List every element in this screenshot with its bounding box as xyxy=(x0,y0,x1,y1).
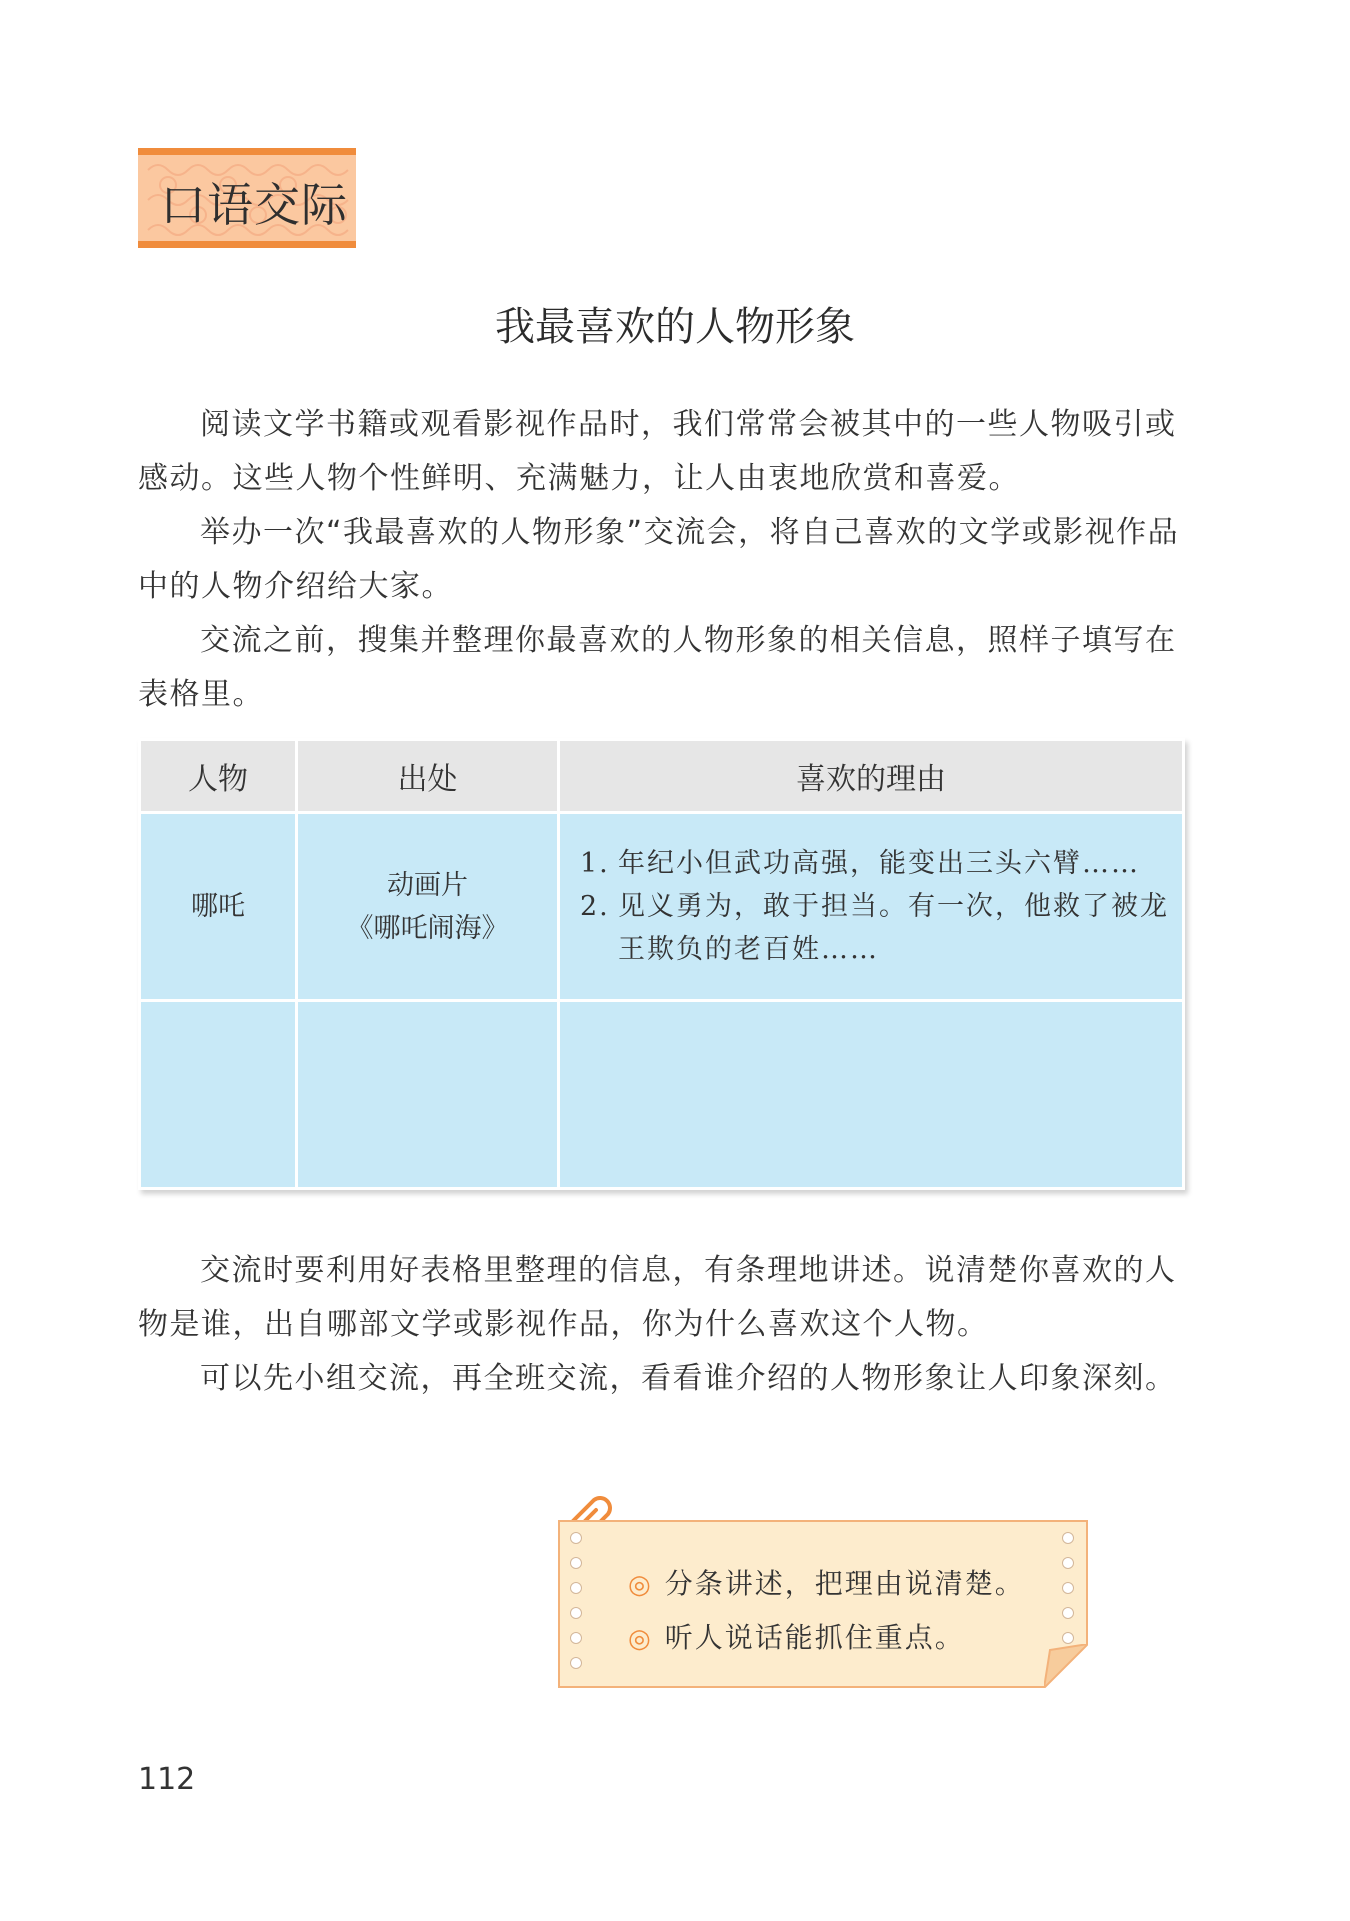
closing-paragraph-2: 可以先小组交流，再全班交流，看看谁介绍的人物形象让人印象深刻。 xyxy=(200,1361,1177,1396)
note-holes-right xyxy=(1062,1532,1076,1657)
reason-number: 1. xyxy=(580,848,610,879)
tip-text: 听人说话能抓住重点。 xyxy=(664,1621,965,1654)
example-reasons xyxy=(559,813,1184,1001)
reason-text: 年纪小但武功高强，能变出三头六臂…… xyxy=(618,848,1140,879)
example-character: 哪吒 xyxy=(140,813,297,1001)
intro-paragraph-2: 举办一次“我最喜欢的人物形象”交流会，将自己喜欢的文学或影视作品中的人物介绍给大家。 xyxy=(138,515,1180,604)
page-number: 112 xyxy=(138,1762,196,1797)
page-title: 我最喜欢的人物形象 xyxy=(495,304,855,350)
closing-paragraph-1: 交流时要利用好表格里整理的信息，有条理地讲述。说清楚你喜欢的人物是谁，出自哪部文学或影视作品，你为什么喜欢这个人物。 xyxy=(138,1253,1177,1342)
reason-item xyxy=(580,842,1182,885)
circle-bullet-icon: ◎ xyxy=(628,1570,653,1600)
intro-paragraph-1: 阅读文学书籍或观看影视作品时，我们常常会被其中的一些人物吸引或感动。这些人物个性鲜明、充满魅力，让人由衷地欣赏和喜爱。 xyxy=(138,407,1177,496)
note-holes-left xyxy=(570,1532,584,1682)
intro-paragraph-3: 交流之前，搜集并整理你最喜欢的人物形象的相关信息，照样子填写在表格里。 xyxy=(138,623,1177,712)
character-info-table xyxy=(138,738,1185,1190)
table-row-empty xyxy=(140,1001,1184,1189)
circle-bullet-icon: ◎ xyxy=(628,1624,653,1654)
example-source-type: 动画片 xyxy=(387,869,468,901)
tip-note xyxy=(558,1520,1088,1688)
section-label xyxy=(138,148,356,248)
table-row xyxy=(140,813,1184,1001)
reason-text: 见义勇为，敢于担当。有一次，他救了被龙王欺负的老百姓…… xyxy=(618,891,1169,965)
empty-source-cell[interactable] xyxy=(297,1001,559,1189)
folded-corner-icon xyxy=(1044,1644,1088,1688)
section-label-text: 口语交际 xyxy=(160,178,348,232)
header-reasons: 喜欢的理由 xyxy=(559,740,1184,813)
tip-item xyxy=(628,1562,1025,1602)
example-source xyxy=(297,813,559,1001)
header-source: 出处 xyxy=(297,740,559,813)
header-character: 人物 xyxy=(140,740,297,813)
tip-text: 分条讲述，把理由说清楚。 xyxy=(664,1567,1025,1600)
empty-reasons-cell[interactable] xyxy=(559,1001,1184,1189)
example-source-title: 《哪吒闹海》 xyxy=(346,912,509,944)
empty-character-cell[interactable] xyxy=(140,1001,297,1189)
reason-item xyxy=(580,885,1182,971)
tip-item xyxy=(628,1616,965,1656)
table-header-row xyxy=(140,740,1184,813)
reason-number: 2. xyxy=(580,891,610,922)
